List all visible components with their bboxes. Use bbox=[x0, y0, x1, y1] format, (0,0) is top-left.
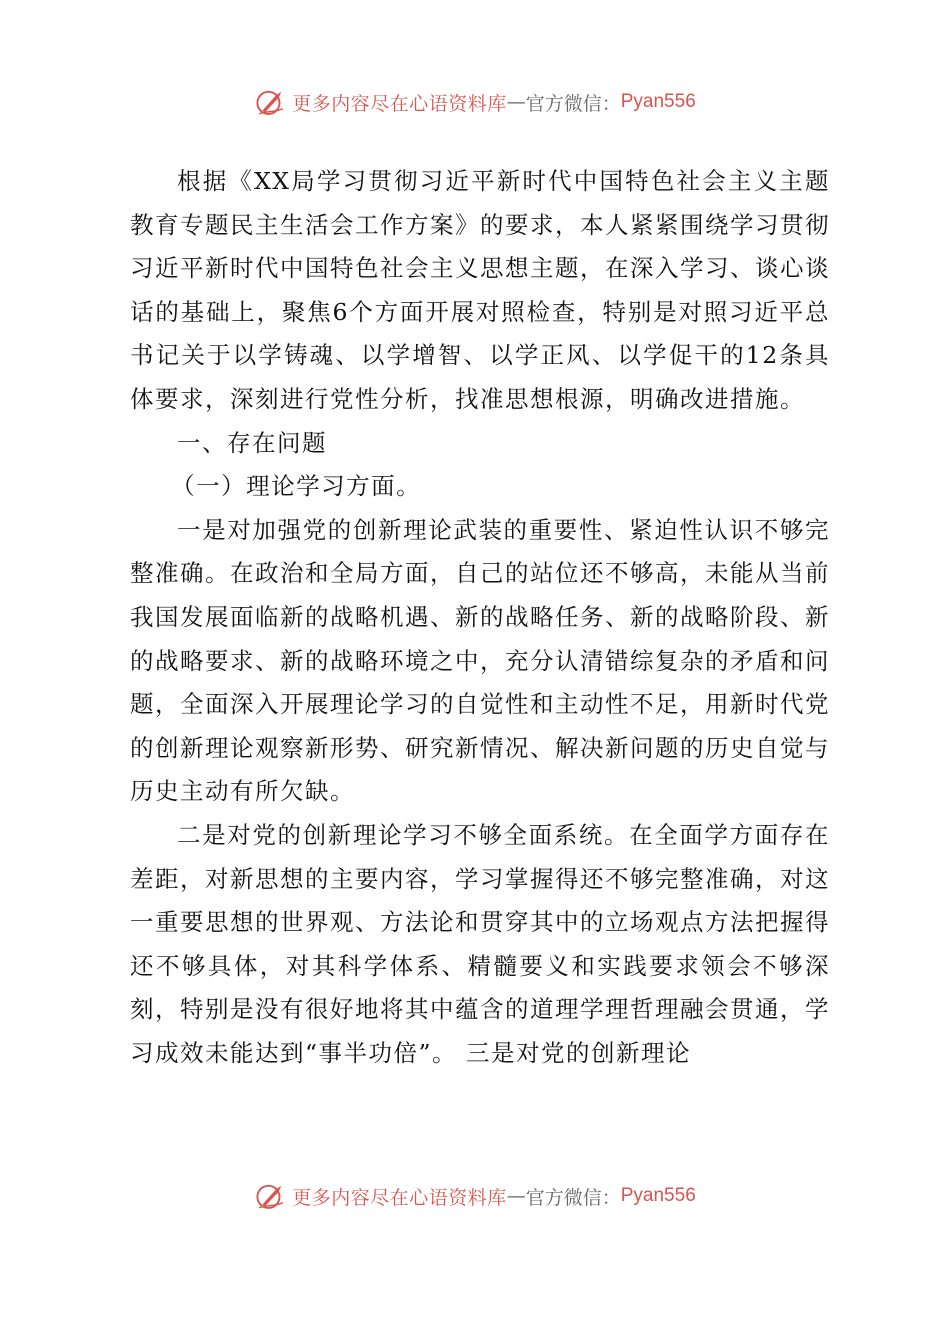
watermark-wechat-id: Pyan556 bbox=[620, 1185, 696, 1206]
watermark-dash: — bbox=[506, 1185, 526, 1207]
subsection-title: （一）理论学习方面。 bbox=[171, 472, 422, 501]
point-two-paragraph: 二是对党的创新理论学习不够全面系统。在全面学方面存在差距，对新思想的主要内容，学习掌握得还不够完整准确，对这一重要思想的世界观、方法论和贯穿其中的立场观点方法把握得还不够具体，对其科学体系、精髓要义和实践要求领会不够深刻，特别是没有很好地将其中蕴含的道理学理哲理融会贯通，学习成效未能达到“事半功倍”。 三是对党的创新理论 bbox=[130, 820, 830, 1067]
pen-nib-circle-logo-icon bbox=[254, 1179, 288, 1213]
header-watermark bbox=[0, 82, 950, 122]
watermark-brand-text: 更多内容尽在心语资料库 bbox=[292, 92, 507, 115]
point-one-paragraph: 一是对加强党的创新理论武装的重要性、紧迫性认识不够完整准确。在政治和全局方面，自己的站位还不够高，未能从当前我国发展面临新的战略机遇、新的战略任务、新的战略阶段、新的战略要求、新的战略环境之中，充分认清错综复杂的矛盾和问题，全面深入开展理论学习的自觉性和主动性不足，用新时代党的创新理论观察新形势、研究新情况、解决新问题的历史自觉与历史主动有所欠缺。 bbox=[130, 515, 830, 806]
watermark-wechat-label: 官方微信： bbox=[525, 1186, 621, 1209]
watermark-wechat-label: 官方微信： bbox=[525, 92, 621, 115]
document-body bbox=[130, 160, 830, 1075]
watermark-brand-text: 更多内容尽在心语资料库 bbox=[292, 1186, 507, 1209]
footer-watermark bbox=[0, 1176, 950, 1216]
section-title: 一、存在问题 bbox=[177, 428, 327, 457]
watermark-dash: — bbox=[506, 91, 526, 113]
intro-paragraph: 根据《XX局学习贯彻习近平新时代中国特色社会主义主题教育专题民主生活会工作方案》的要求，本人紧紧围绕学习贯彻习近平新时代中国特色社会主义思想主题，在深入学习、谈心谈话的基础上，聚焦6个方面开展对照检查，特别是对照习近平总书记关于以学铸魂、以学增智、以学正风、以学促干的12条具体要求，深刻进行党性分析，找准思想根源，明确改进措施。 bbox=[130, 167, 830, 413]
pen-nib-circle-logo-icon bbox=[254, 85, 288, 119]
watermark-wechat-id: Pyan556 bbox=[620, 91, 696, 112]
